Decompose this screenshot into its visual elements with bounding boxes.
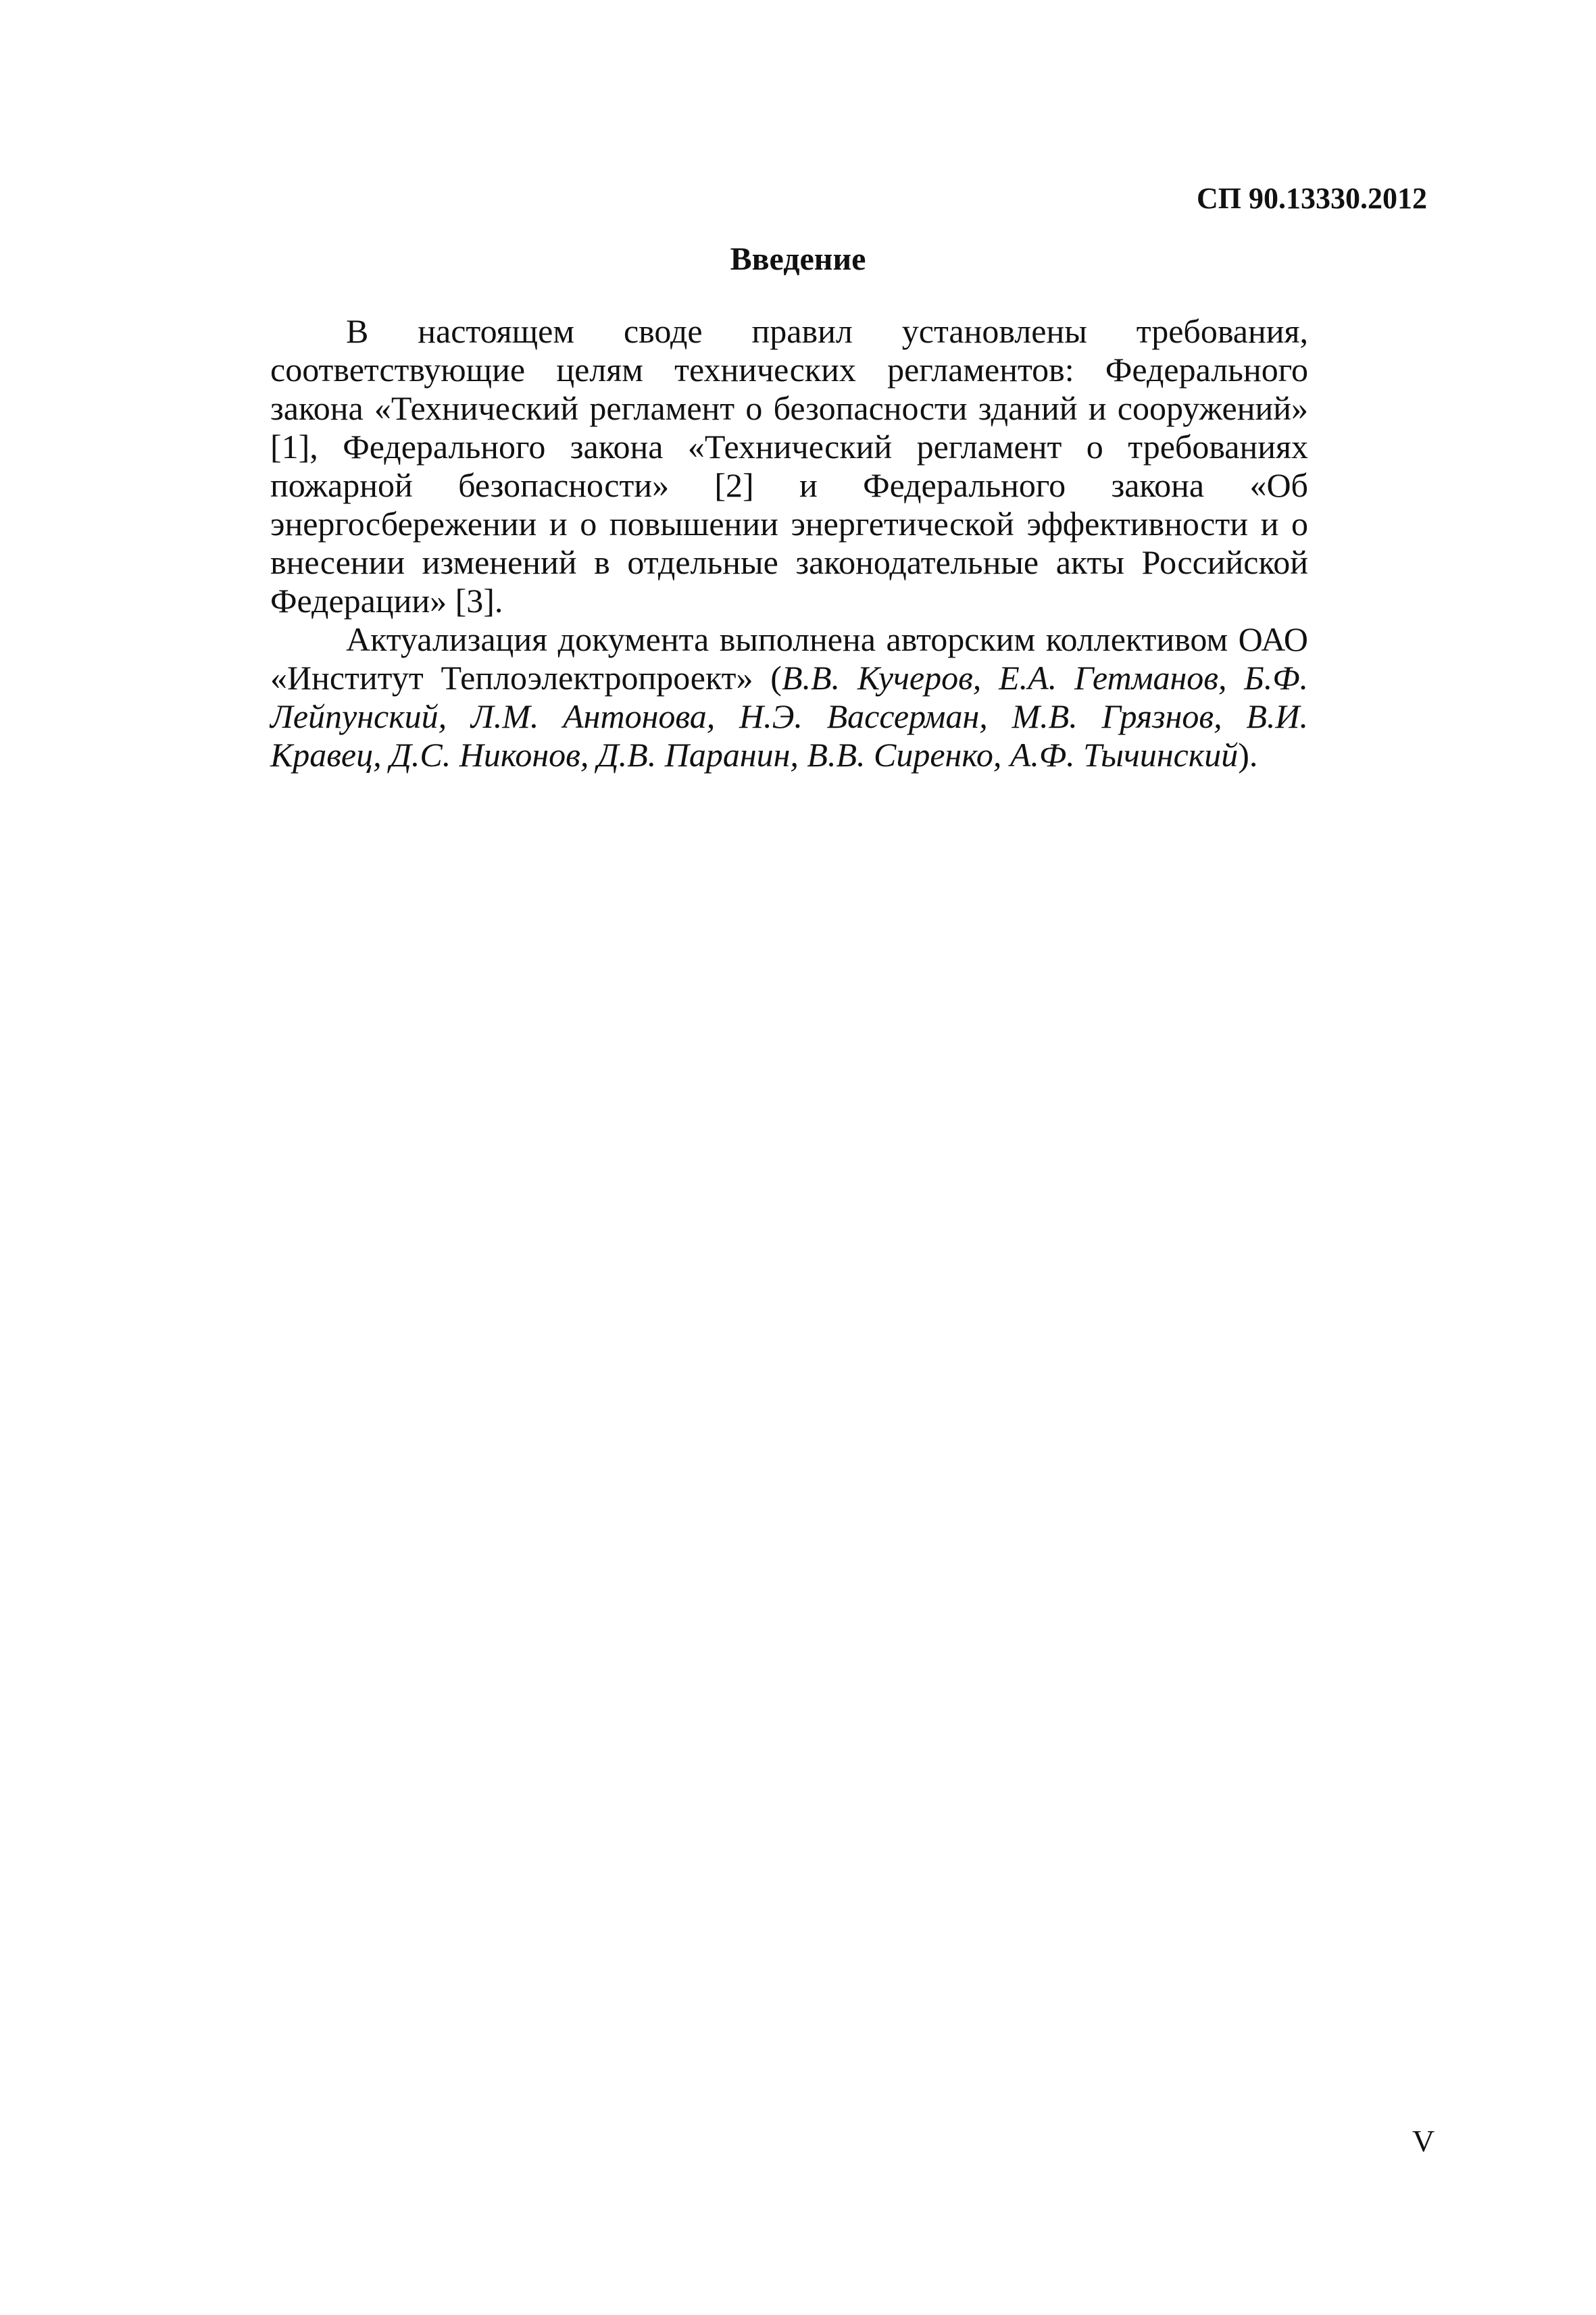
actualization-paragraph [270, 620, 1308, 774]
actualization-end: ). [1238, 736, 1258, 774]
document-code: СП 90.13330.2012 [1197, 182, 1427, 215]
actualization-text: Актуализация документа выполнена авторским коллективом ОАО «Институт Теплоэлектропроект» ( [270, 620, 1308, 697]
document-body [270, 312, 1308, 774]
intro-paragraph: В настоящем своде правил установлены требования, соответствующие целям технических регламентов: Федерального закона «Технический регламент о безопасности зданий и сооружений» [1], Федерального закона «Технический регламент о требованиях пожарной безопасности» [2] и Федерального закона «Об энергосбережении и о повышении энергетической эффективности и о внесении изменений в отдельные законодательные акты Российской Федерации» [3]. [270, 312, 1308, 620]
page-number: V [1412, 2124, 1435, 2158]
section-title: Введение [730, 241, 866, 277]
authors-list: В.В. Кучеров, Е.А. Гетманов, Б.Ф. Лейпунский, Л.М. Антонова, Н.Э. Вассерман, М.В. Грязнов, В.И. Кравец, Д.С. Никонов, Д.В. Паранин, В.В. Сиренко, А.Ф. Тычинский [270, 659, 1308, 774]
